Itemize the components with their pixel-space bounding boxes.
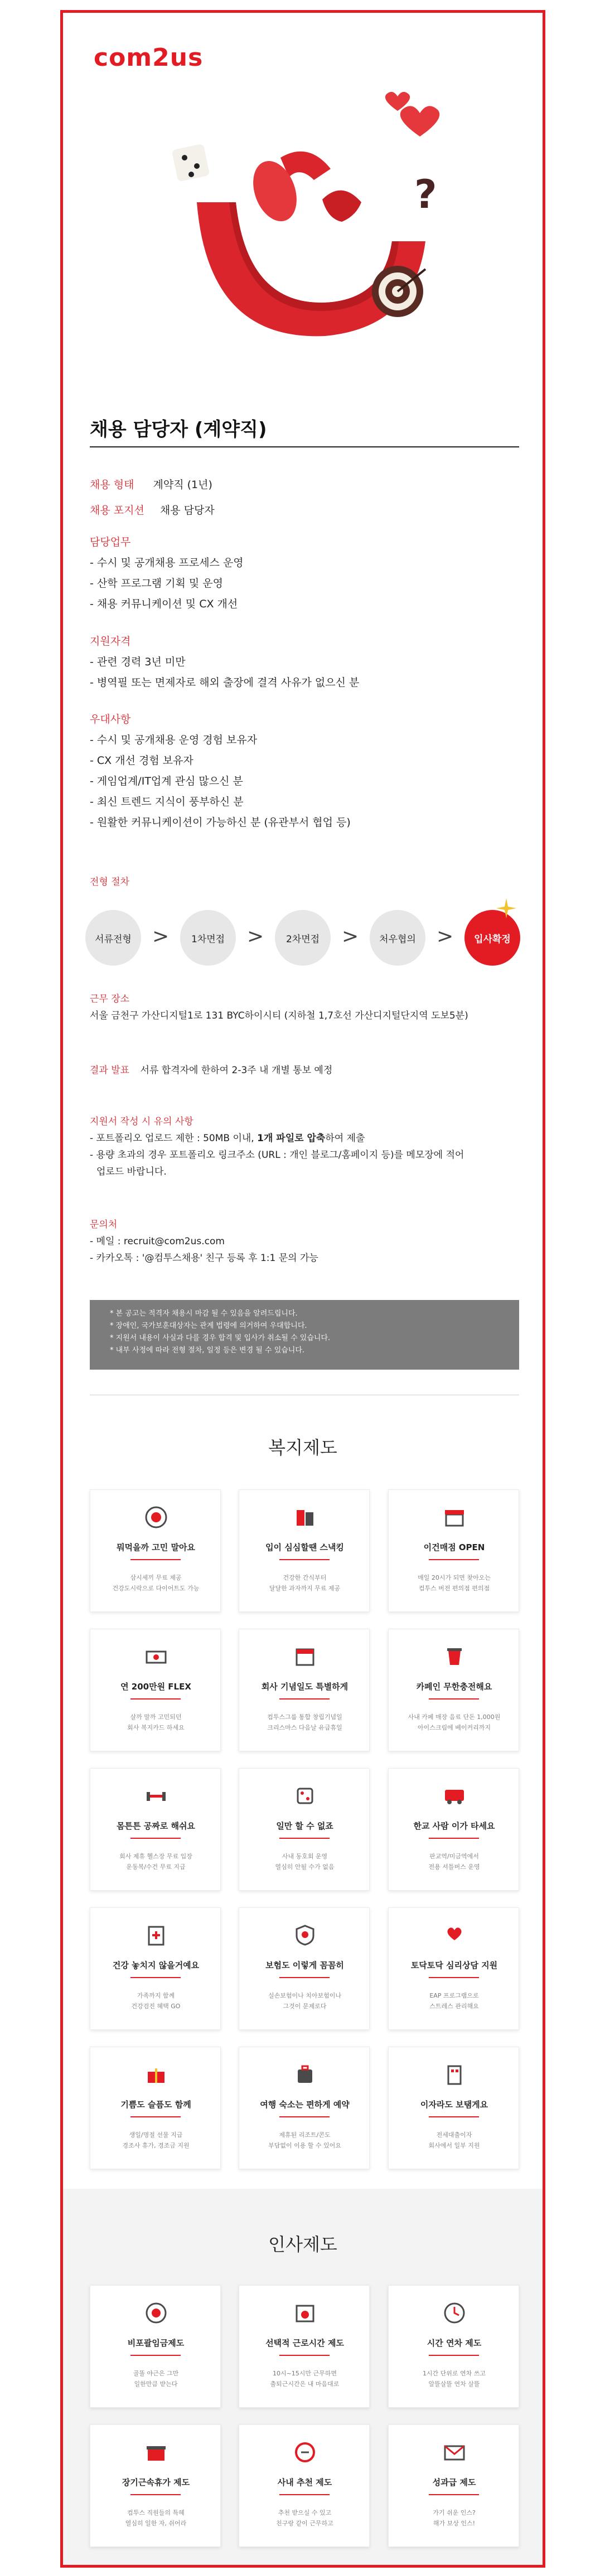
job-type-label: 채용 형태 (90, 479, 134, 491)
process-step-final: 입사확정 (464, 910, 520, 966)
hr-card-underline (279, 2355, 330, 2356)
welfare-card-underline (130, 2116, 181, 2117)
welfare-card-underline (130, 1559, 181, 1560)
job-title: 채용 담당자 (계약직) (90, 418, 267, 441)
caution-heading: 지원서 작성 시 유의 사항 (90, 1116, 193, 1127)
welfare-card-underline (130, 1838, 181, 1839)
caution-section (90, 1113, 464, 1180)
hr-card-desc: 컴투스 직원들의 특혜 열심히 일한 자, 쉬어라 (125, 2509, 187, 2527)
list-item: - 병역필 또는 면제자로 해외 출장에 결격 사유가 없으신 분 (90, 676, 360, 689)
notice-line: * 내부 사정에 따라 전형 절차, 일정 등은 변경 될 수 있습니다. (110, 1346, 305, 1355)
duties-heading: 담당업무 (90, 536, 131, 548)
welfare-card-underline (429, 1838, 479, 1839)
caution-line: 업로드 바랍니다. (96, 1166, 167, 1177)
welfare-card-desc: 실손보험이나 치아보험이나 그것이 문제로다 (268, 1992, 341, 2010)
welfare-card-underline (279, 1977, 330, 1978)
welfare-card-underline (429, 1977, 479, 1978)
process-arrow-icon: > (437, 925, 454, 948)
welfare-card-title: 카페인 무한충전해요 (416, 1682, 492, 1692)
welfare-card-desc: 전세대출이자 회사에서 일부 지원 (428, 2131, 480, 2149)
contact-heading: 문의처 (90, 1219, 118, 1230)
qualifications-section (90, 631, 359, 693)
welfare-card-desc: 건강한 간식부터 달달한 과자까지 무료 제공 (269, 1574, 341, 1592)
snack-icon (293, 1506, 317, 1529)
welfare-card-underline (279, 1838, 330, 1839)
welfare-card-title: 뭐먹을까 고민 말아요 (117, 1542, 195, 1552)
food-plate-icon (144, 1506, 168, 1529)
hr-card-underline (429, 2494, 479, 2495)
luggage-icon (293, 2063, 317, 2086)
welfare-card (239, 1489, 370, 1612)
contact-kakao: - 카카오톡 : '@컴투스채용' 친구 등록 후 1:1 문의 가능 (90, 1253, 318, 1264)
store-icon (443, 1506, 466, 1529)
process-step: 1차면접 (180, 910, 236, 966)
list-item: - 수시 및 공개채용 프로세스 운영 (90, 557, 244, 569)
hr-card-underline (130, 2494, 181, 2495)
welfare-card-underline (429, 1559, 479, 1560)
welfare-card (388, 1629, 519, 1751)
welfare-card-desc: 회사 제휴 헬스장 무료 입장 운동복/수건 무료 지급 (119, 1853, 192, 1871)
caution-line: - 용량 초과의 경우 포트폴리오 링크주소 (URL : 개인 블로그/홈페이지 등)를 메모장에 적어 (90, 1150, 464, 1161)
hr-card (239, 2285, 370, 2408)
duties-section (90, 532, 244, 615)
hr-card-title: 시간 연차 제도 (427, 2338, 482, 2348)
bus-icon (443, 1784, 466, 1808)
job-position-label: 채용 포지션 (90, 504, 144, 517)
welfare-card (90, 2047, 221, 2169)
welfare-card-title: 토닥토닥 심리상담 지원 (410, 1960, 498, 1970)
contact-section (90, 1216, 318, 1267)
hr-card-desc: 골똘 야근은 그만 일한만큼 받는다 (133, 2370, 179, 2388)
svg-text:?: ? (414, 172, 437, 217)
hr-card-title: 장기근속휴가 제도 (122, 2477, 190, 2487)
list-item: - 수시 및 공개채용 운영 경험 보유자 (90, 734, 258, 746)
list-item: - 원활한 커뮤니케이션이 가능하신 분 (유관부서 협업 등) (90, 816, 351, 829)
welfare-card-title: 일만 할 수 없죠 (276, 1821, 333, 1831)
location-text: 서울 금천구 가산디지털1로 131 BYC하이시티 (지하철 1,7호선 가산디지털단지역 도보5분) (90, 1010, 468, 1021)
clipboard-icon (144, 1924, 168, 1947)
job-position-value: 채용 담당자 (159, 504, 215, 517)
hr-card-desc: 추천 받으실 수 있고 친구랑 같이 근무하고 (276, 2509, 333, 2527)
result-text: 서류 합격자에 한하여 2-3주 내 개별 통보 예정 (140, 1065, 333, 1076)
list-item: - 최신 트렌드 지식이 풍부하신 분 (90, 796, 244, 808)
welfare-card (90, 1489, 221, 1612)
notice-line: * 지원서 내용이 사실과 다를 경우 합격 및 입사가 취소될 수 있습니다. (110, 1334, 331, 1342)
caution-line: - 포트폴리오 업로드 제한 : 50MB 이내, 1개 파일로 압축하여 제출 (90, 1133, 365, 1144)
welfare-card-underline (279, 1559, 330, 1560)
list-item: - 산학 프로그램 기획 및 운영 (90, 577, 223, 590)
job-type-row (90, 476, 212, 491)
list-item: - CX 개선 경험 보유자 (90, 754, 193, 767)
result-section (90, 1062, 332, 1076)
notice-box (90, 1300, 519, 1370)
money-icon (144, 1645, 168, 1668)
welfare-card (90, 1768, 221, 1891)
welfare-card (90, 1629, 221, 1751)
welfare-card-desc: 사내 카페 매장 음료 단돈 1,000원 아이스크림에 베이커리까지 (408, 1713, 501, 1731)
welfare-card-underline (429, 1698, 479, 1700)
preferred-section (90, 709, 351, 833)
sparkle-icon (495, 897, 517, 919)
notice-line: * 본 공고는 적격자 채용시 마감 될 수 있음을 알려드립니다. (110, 1309, 298, 1318)
welfare-card-title: 기쁨도 슬픔도 함께 (120, 2100, 191, 2110)
welfare-card (388, 1489, 519, 1612)
welfare-card-title: 한교 사람 이가 타세요 (413, 1821, 495, 1831)
welfare-card-desc: 사내 동호회 운영 열심히 안될 수가 없음 (275, 1853, 335, 1871)
hr-card-underline (429, 2355, 479, 2356)
process-arrow-icon: > (247, 925, 264, 948)
job-position-row (90, 502, 215, 517)
welfare-card-desc: 판교역/미금역에서 전용 셔틀버스 운영 (428, 1853, 480, 1871)
welfare-card (239, 1629, 370, 1751)
hr-card-title: 성과급 제도 (432, 2477, 476, 2487)
referral-icon (293, 2441, 317, 2464)
process-step: 처우협의 (370, 910, 425, 966)
hr-card-title: 사내 추천 제도 (277, 2477, 332, 2487)
welfare-card-title: 이건매점 OPEN (423, 1542, 485, 1552)
process-arrow-icon: > (152, 925, 170, 948)
welfare-card-desc: 살까 말까 고민되던 회사 복지카드 하세요 (127, 1713, 185, 1731)
hr-card-desc: 가기 쉬운 인스? 해가 보상 인스! (433, 2509, 476, 2527)
process-heading: 전형 절차 (90, 876, 130, 888)
welfare-card-title: 보험도 이렇게 꼼꼼히 (265, 1960, 344, 1970)
hero-illustration (158, 74, 470, 375)
hr-card-underline (279, 2494, 330, 2495)
heart-icon (400, 106, 440, 137)
welfare-card (90, 1907, 221, 2030)
list-item: - 채용 커뮤니케이션 및 CX 개선 (90, 598, 238, 610)
welfare-card-underline (429, 2116, 479, 2117)
process-arrow-icon: > (342, 925, 359, 948)
welfare-card-title: 건강 놓치지 않을거예요 (112, 1960, 200, 1970)
coffee-icon (443, 1645, 466, 1668)
welfare-card-underline (130, 1698, 181, 1700)
notice-line: * 장애인, 국가보훈대상자는 관계 법령에 의거하여 우대합니다. (110, 1322, 307, 1330)
hr-card-title: 선택적 근로시간 제도 (265, 2338, 344, 2348)
contact-email[interactable]: - 메일 : recruit@com2us.com (90, 1236, 225, 1247)
preferred-heading: 우대사항 (90, 713, 131, 725)
hr-card (90, 2285, 221, 2408)
location-heading: 근무 장소 (90, 994, 130, 1005)
welfare-card (239, 1768, 370, 1891)
hr-card (388, 2424, 519, 2547)
dumbbell-icon (144, 1784, 168, 1808)
welfare-card-desc: EAP 프로그램으로 스트레스 관리해요 (429, 1992, 479, 2010)
welfare-card-title: 이자라도 보탬게요 (420, 2100, 488, 2110)
welfare-card (388, 1768, 519, 1891)
hr-card-desc: 1시간 단위로 연차 쓰고 알뜰살뜰 연차 살뜰 (422, 2370, 486, 2388)
hr-card (239, 2424, 370, 2547)
qualifications-heading: 지원자격 (90, 635, 131, 647)
welfare-card-underline (279, 1698, 330, 1700)
gift-box-icon (144, 2441, 168, 2464)
welfare-card-title: 입이 심심할땐 스낵킹 (265, 1542, 344, 1552)
hr-card-underline (130, 2355, 181, 2356)
welfare-card-desc: 매일 20시가 되면 찾아오는 컴투스 버전 편의점 편의점 (418, 1574, 491, 1592)
welfare-card-underline (279, 2116, 330, 2117)
welfare-card (388, 2047, 519, 2169)
welfare-card-underline (130, 1977, 181, 1978)
welfare-card-desc: 가족까지 함께 건강검진 혜택 GO (131, 1992, 181, 2010)
insurance-icon (293, 1924, 317, 1947)
schedule-icon (293, 2301, 317, 2325)
welfare-card-desc: 컴투스그룹 통합 창립기념일 크리스마스 다음날 유급휴일 (267, 1713, 342, 1731)
hr-card-desc: 10시~15시만 근무하면 출퇴근시간은 내 마음대로 (270, 2370, 340, 2388)
gift-icon (144, 2063, 168, 2086)
welfare-card-desc: 생일/명절 선물 지급 경조사 휴가, 경조금 지원 (122, 2131, 190, 2149)
list-item: - 관련 경력 3년 미만 (90, 656, 186, 668)
clock-icon (443, 2301, 466, 2325)
welfare-title: 복지제도 (268, 1437, 337, 1458)
hr-title: 인사제도 (268, 2234, 337, 2255)
hr-card (388, 2285, 519, 2408)
process-step: 서류전형 (85, 910, 141, 966)
welfare-card-title: 몸튼튼 공짜로 해쉬요 (117, 1821, 195, 1831)
welfare-card (239, 2047, 370, 2169)
content (63, 13, 543, 2565)
dice-icon (293, 1784, 317, 1808)
envelope-money-icon (443, 2441, 466, 2464)
title-divider (90, 446, 519, 447)
welfare-card-desc: 삼시세끼 무료 제공 건강도시락으로 다이어트도 가능 (112, 1574, 200, 1592)
com2us-logo: com2us (94, 43, 204, 72)
list-item: - 게임업계/IT업계 관심 많으신 분 (90, 775, 243, 787)
welfare-card-title: 회사 기념일도 특별하게 (261, 1682, 349, 1692)
result-heading: 결과 발표 (90, 1065, 130, 1076)
welfare-card (388, 1907, 519, 2030)
building-icon (443, 2063, 466, 2086)
calendar-icon (293, 1645, 317, 1668)
hr-card-title: 비포괄임금제도 (127, 2338, 185, 2348)
process-step: 2차면접 (275, 910, 331, 966)
location-section (90, 991, 468, 1024)
target-icon (144, 2301, 168, 2325)
heart-hands-icon (443, 1924, 466, 1947)
welfare-card-title: 연 200만원 FLEX (120, 1682, 191, 1692)
welfare-card (239, 1907, 370, 2030)
welfare-card-desc: 제휴된 리조트/콘도 부담없이 이용 할 수 있어요 (268, 2131, 341, 2149)
hr-card (90, 2424, 221, 2547)
welfare-card-title: 여행 숙소는 편하게 예약 (260, 2100, 350, 2110)
process-steps (85, 902, 526, 968)
job-type-value: 계약직 (1년) (153, 479, 212, 491)
